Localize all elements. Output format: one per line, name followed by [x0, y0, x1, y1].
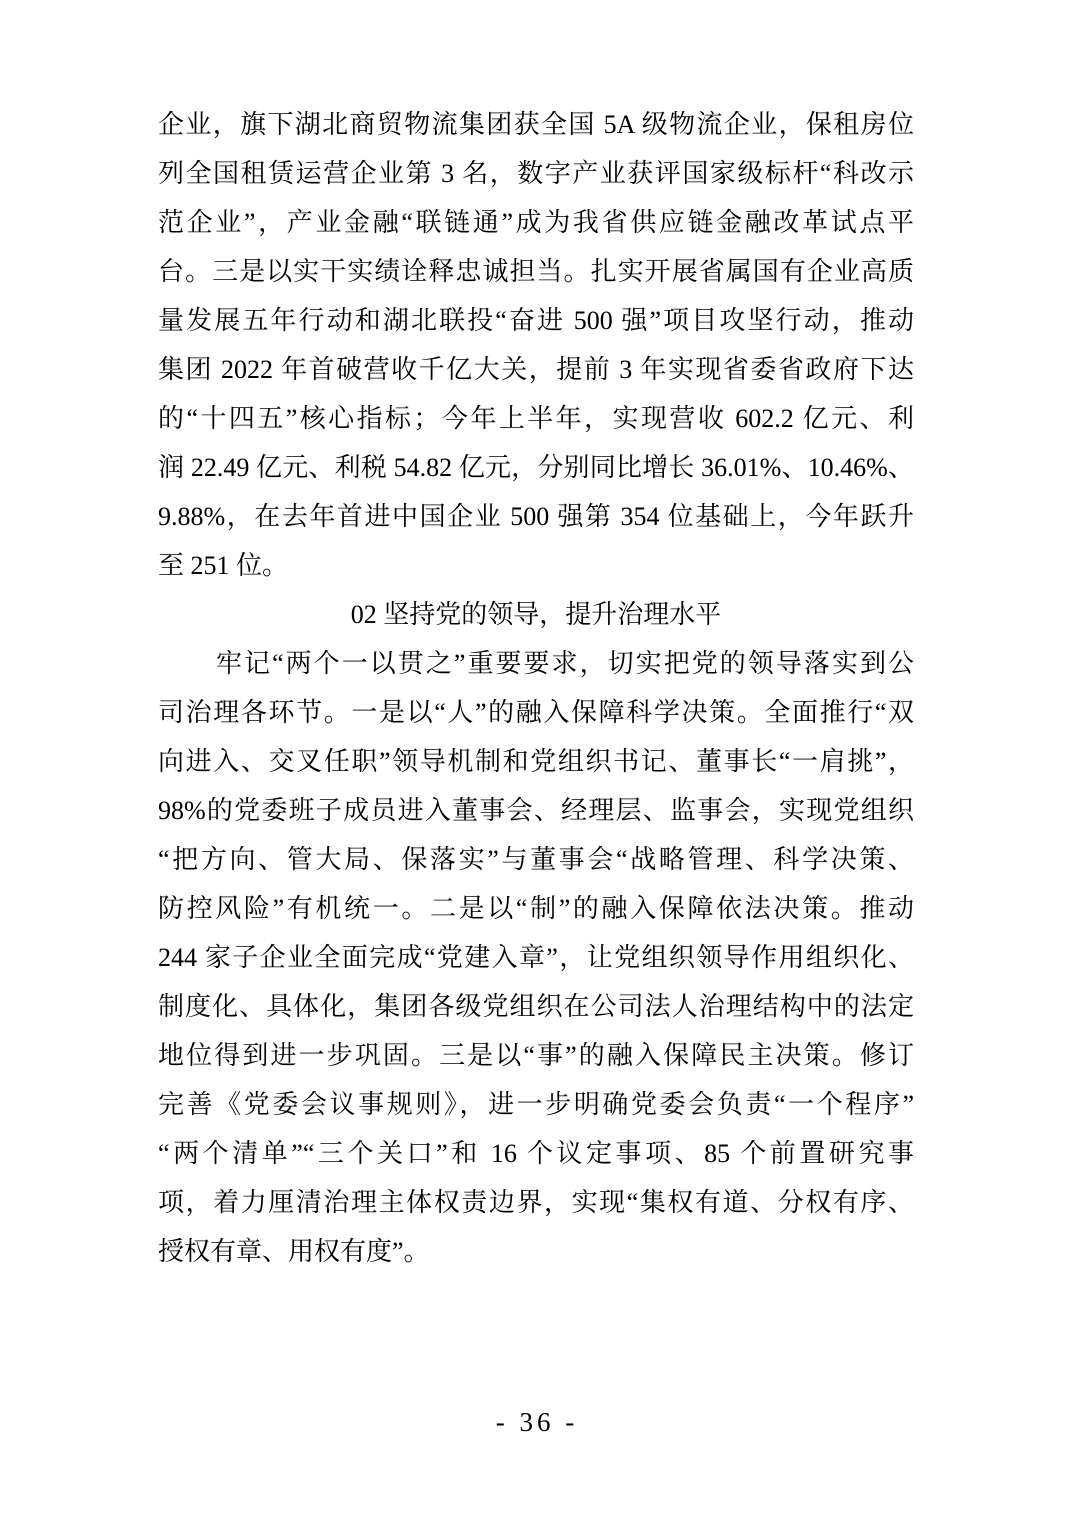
text-line: 授权有章、用权有度”。 [158, 1237, 430, 1266]
document-body [158, 100, 914, 1276]
section-heading: 02 坚持党的领导，提升治理水平 [350, 600, 722, 629]
text-line: 列全国租赁运营企业第 3 名，数字产业获评国家级标杆“科改示 [158, 159, 914, 188]
text-line: 地位得到进一步巩固。三是以“事”的融入保障民主决策。修订 [158, 1041, 914, 1070]
text-line: 向进入、交叉任职”领导机制和党组织书记、董事长“一肩挑”， [158, 747, 914, 776]
text-line: 制度化、具体化，集团各级党组织在公司法人治理结构中的法定 [158, 992, 914, 1021]
text-line: 司治理各环节。一是以“人”的融入保障科学决策。全面推行“双 [158, 698, 914, 727]
text-line: 牢记“两个一以贯之”重要要求，切实把党的领导落实到公 [216, 649, 914, 678]
text-line: 244 家子企业全面完成“党建入章”，让党组织领导作用组织化、 [158, 943, 914, 972]
text-line: 润 22.49 亿元、利税 54.82 亿元，分别同比增长 36.01%、10.46%、 [158, 453, 914, 482]
text-line: 的“十四五”核心指标；今年上半年，实现营收 602.2 亿元、利 [158, 404, 914, 433]
text-line: “把方向、管大局、保落实”与董事会“战略管理、科学决策、 [158, 845, 914, 874]
text-line: 9.88%，在去年首进中国企业 500 强第 354 位基础上，今年跃升 [158, 502, 914, 531]
text-line: 范企业”，产业金融“联链通”成为我省供应链金融改革试点平 [158, 208, 914, 237]
text-line: 项，着力厘清治理主体权责边界，实现“集权有道、分权有序、 [158, 1188, 914, 1217]
text-line: 完善《党委会议事规则》，进一步明确党委会负责“一个程序” [158, 1090, 914, 1119]
text-line: 量发展五年行动和湖北联投“奋进 500 强”项目攻坚行动，推动 [158, 306, 914, 335]
text-line: 98%的党委班子成员进入董事会、经理层、监事会，实现党组织 [158, 796, 914, 825]
text-line: 台。三是以实干实绩诠释忠诚担当。扎实开展省属国有企业高质 [158, 257, 914, 286]
page-number-footer: - 36 - [495, 1407, 579, 1437]
text-line: 集团 2022 年首破营收千亿大关，提前 3 年实现省委省政府下达 [158, 355, 914, 384]
text-line: 至 251 位。 [158, 551, 289, 580]
text-line: 企业，旗下湖北商贸物流集团获全国 5A 级物流企业，保租房位 [158, 110, 914, 139]
text-line: “两个清单”“三个关口”和 16 个议定事项、85 个前置研究事 [158, 1139, 914, 1168]
text-line: 防控风险”有机统一。二是以“制”的融入保障依法决策。推动 [158, 894, 914, 923]
